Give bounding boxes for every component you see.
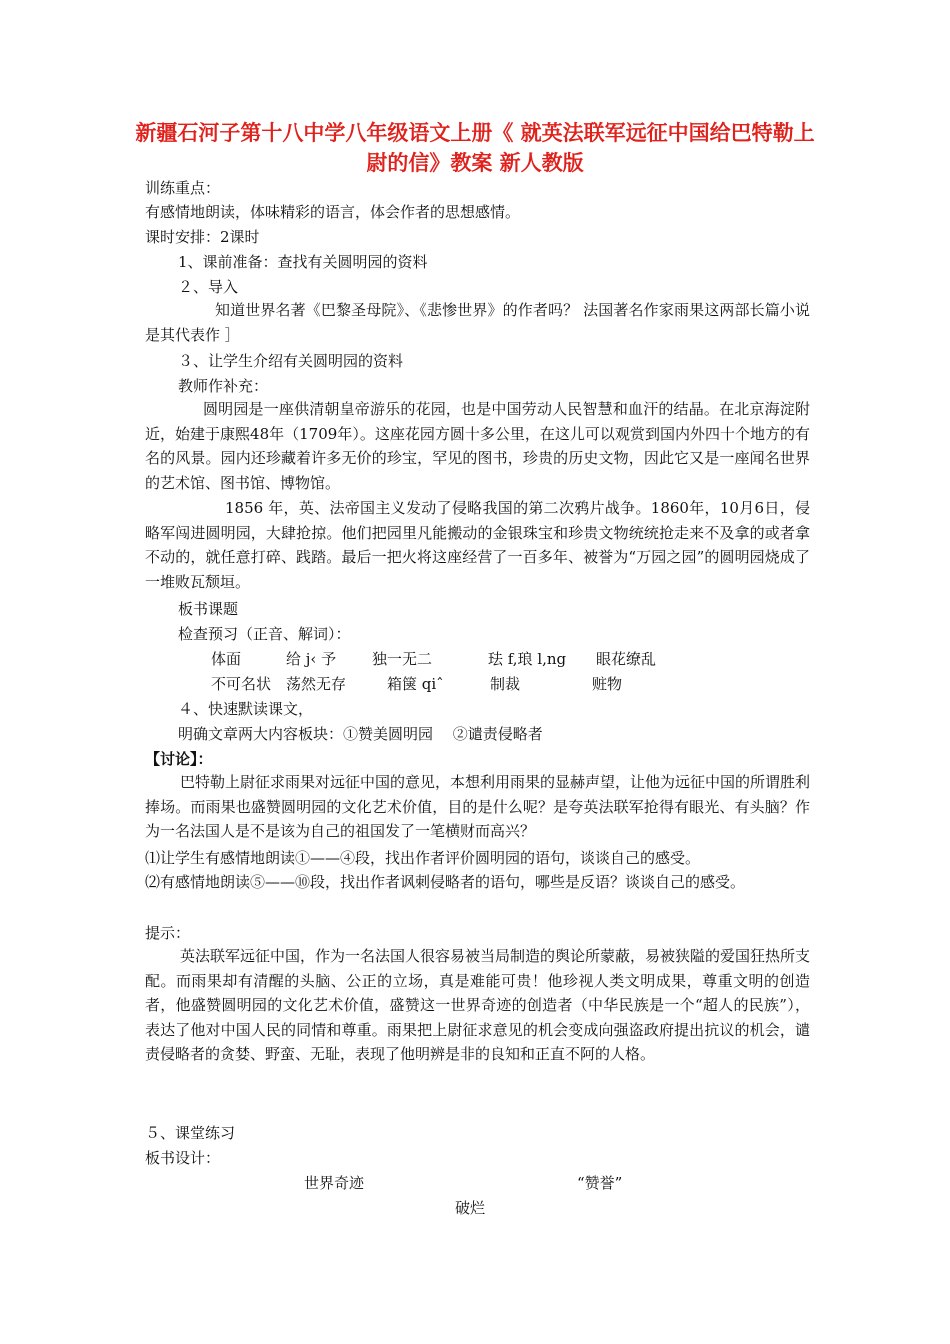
vocab-cell: 珐 f,琅 l,ng	[488, 650, 567, 668]
hint-label: 提示：	[145, 924, 191, 942]
step-4-detail: 明确文章两大内容板块：①赞美圆明园 ②谴责侵略者	[178, 725, 543, 743]
step-1: 1、课前准备：查找有关圆明园的资料	[178, 253, 428, 271]
vocab-cell: 制裁	[490, 675, 521, 693]
question-1: ⑴让学生有感情地朗读①——④段，找出作者评价圆明园的语句，谈谈自己的感受。	[145, 849, 701, 867]
discussion-paragraph: 巴特勒上尉征求雨果对远征中国的意见，本想利用雨果的显赫声望，让他为远征中国的所谓胜利捧场。而雨果也盛赞圆明园的文化艺术价值，目的是什么呢？是夸英法联军抢得有眼光、有头脑？作为一名法国人是不是该为自己的祖国发了一笔横财而高兴？	[145, 773, 811, 841]
discussion-label: 【讨论】：	[145, 750, 213, 768]
board-design-right: “赞誉”	[577, 1174, 623, 1192]
focus-label: 训练重点：	[145, 179, 221, 197]
board-design-bottom: 破烂	[455, 1199, 486, 1217]
step-3: ３、让学生介绍有关圆明园的资料	[178, 352, 404, 370]
document-title: 新疆石河子第十八中学八年级语文上册《 就英法联军远征中国给巴特勒上尉的信》教案 新人教版	[135, 121, 815, 175]
vocab-cell: 不可名状	[211, 675, 272, 693]
teacher-supplement-label: 教师作补充：	[178, 377, 269, 395]
vocab-cell: 赃物	[592, 675, 623, 693]
hint-paragraph: 英法联军远征中国，作为一名法国人很容易被当局制造的舆论所蒙蔽，易被狭隘的爱国狂热所支配。而雨果却有清醒的头脑、公正的立场，真是难能可贵！他珍视人类文明成果，尊重文明的创造者，他盛赞圆明园的文化艺术价值，盛赞这一世界奇迹的创造者（中华民族是一个“超人的民族”），表达了他对中国人民的同情和尊重。雨果把上尉征求意见的机会变成向强盗政府提出抗议的机会，谴责侵略者的贪婪、野蛮、无耻，表现了他明辨是非的良知和正直不阿的人格。	[145, 947, 811, 1064]
question-2: ⑵有感情地朗读⑤——⑩段，找出作者讽刺侵略者的语句，哪些是反语？谈谈自己的感受。	[145, 873, 746, 891]
vocab-cell: 给 j‹ 予	[286, 650, 337, 668]
vocab-cell: 体面	[211, 650, 242, 668]
step-4: ４、快速默读课文，	[178, 700, 314, 718]
vocab-cell: 独一无二	[372, 650, 433, 668]
intro-paragraph: 知道世界名著《巴黎圣母院》、《悲惨世界》的作者吗？ 法国著名作家雨果这两部长篇小说是其代表作 ］	[145, 301, 810, 344]
board-design-left: 世界奇迹	[304, 1174, 365, 1192]
yuanmingyuan-paragraph: 圆明园是一座供清朝皇帝游乐的花园，也是中国劳动人民智慧和血汗的结晶。在北京海淀附近，始建于康熙48年（1709年）。这座花园方圆十多公里，在这儿可以观赏到国内外四十个地方的有名的风景。园内还珍藏着许多无价的珍宝，罕见的图书，珍贵的历史文物，因此它又是一座闻名世界的艺术馆、图书馆、博物馆。	[145, 400, 810, 492]
step-2: ２、导入	[178, 278, 239, 296]
vocab-cell: 眼花缭乱	[596, 650, 657, 668]
schedule-text: 课时安排：2课时	[145, 228, 260, 246]
vocab-cell: 箱箧 qiˆ	[387, 675, 444, 693]
vocab-cell: 荡然无存	[286, 675, 347, 693]
history-1856-paragraph: 1856 年，英、法帝国主义发动了侵略我国的第二次鸦片战争。1860年，10月6日，侵略军闯进圆明园，大肆抢掠。他们把园里凡能搬动的金银珠宝和珍贵文物统统抢走来不及拿的或者拿不动的，就任意打碎、践踏。最后一把火将这座经营了一百多年、被誉为“万园之园”的圆明园烧成了一堆败瓦颓垣。	[145, 499, 810, 591]
focus-text: 有感情地朗读，体味精彩的语言，体会作者的思想感情。	[145, 203, 521, 221]
preview-check-label: 检查预习（正音、解词）：	[178, 625, 351, 643]
board-design-label: 板书设计：	[145, 1149, 221, 1167]
board-topic: 板书课题	[178, 600, 239, 618]
step-5: ５、课堂练习	[145, 1124, 236, 1142]
